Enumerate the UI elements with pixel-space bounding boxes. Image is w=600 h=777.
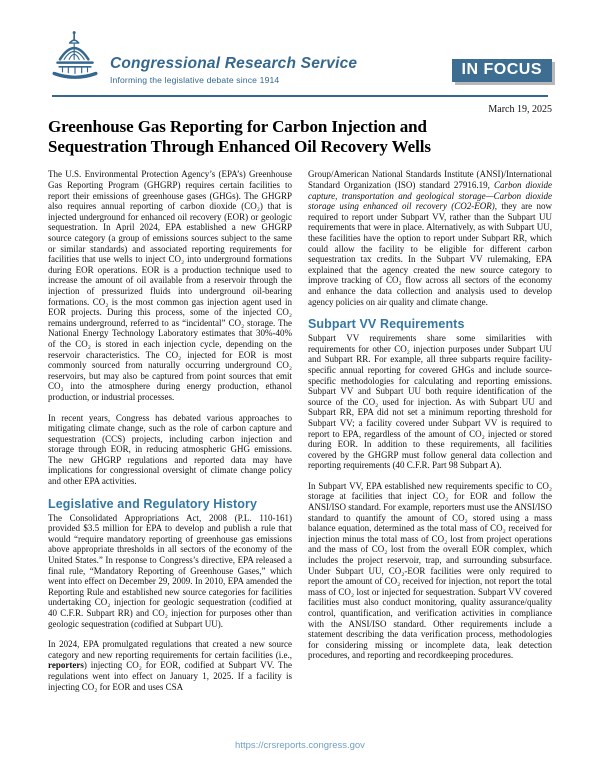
section-heading: Subpart VV Requirements: [308, 317, 465, 332]
body-paragraph: [48, 639, 292, 692]
body-columns: [48, 169, 552, 702]
body-paragraph: [48, 169, 292, 402]
bold-run: reporters: [48, 660, 84, 671]
org-tagline: Informing the legislative debate since 1914: [110, 75, 280, 85]
left-column: [48, 169, 292, 702]
publication-date: March 19, 2025: [488, 104, 552, 115]
document-footer: [0, 735, 600, 753]
text-run: , they are now required to report under Subpart VV, rather than the Subpart UU requirements that were in place. Alternatively, as with Subpart UU, these facilities have the option to report under Subpart RR, which could allow the facility to be eligible for different carbon sequestration tax credits. In the Subpart VV rulemaking, EPA explained that the agency created the new source category to improve tracking of CO₂ flow across all sectors of the economy and enhance the data collection and analysis used to develop agency policies on air quality and climate change.: [308, 201, 553, 307]
body-paragraph: [308, 333, 552, 471]
org-name: Congressional Research Service: [110, 54, 358, 72]
title-line-1: Greenhouse Gas Reporting for Carbon Injection and: [48, 117, 427, 136]
text-run: In 2024, EPA promulgated regulations that created a new source category and new reporting requirements for certain facilities (i.e.,: [48, 639, 292, 660]
document-header: [48, 30, 552, 97]
footer-url-link[interactable]: https://crsreports.congress.gov: [235, 740, 365, 751]
section-heading: Legislative and Regulatory History: [48, 496, 258, 511]
body-paragraph: [308, 169, 552, 307]
title-line-2: Sequestration Through Enhanced Oil Recovery Wells: [48, 136, 431, 156]
text-run: The Consolidated Appropriations Act, 2008 (P.L. 110-161) provided $3.5 million for EPA to develop and publish a rule that would “require mandatory reporting of greenhouse gas emissions above appropriate thresholds in all sectors of the economy of the United States.” In response to Congress’s directive, EPA released a final rule, “Mandatory Reporting of Greenhouse Gases,” which went into effect on December 29, 2009. In 2010, EPA amended the Reporting Rule and established new source categories for facilities undertaking CO₂ injection for geologic sequestration (codified at 40 C.F.R. Subpart RR) and CO₂ injection for purposes other than geologic sequestration (codified at Subpart UU).: [48, 512, 292, 629]
logo-row: [48, 30, 552, 88]
capitol-dome-icon: [50, 29, 100, 88]
italic-run: Carbon dioxide capture, transportation and geological storage—Carbon dioxide storage using enhanced oil recovery (CO2-EOR): [308, 180, 552, 212]
body-paragraph: [308, 481, 552, 661]
text-run: In recent years, Congress has debated various approaches to mitigating climate change, such as the role of carbon capture and sequestration (CCS) projects, including carbon injection and storage through EOR, in reducing atmospheric GHG emissions. The new GHGRP regulations and reported data may have implications for congressional oversight of climate change policy and other EPA activities.: [48, 412, 292, 487]
body-paragraph: [48, 513, 292, 630]
header-rule: [52, 95, 548, 97]
text-run: Group/American National Standards Institute (ANSI)/International Standard Organization (ISO) standard 27916.19,: [308, 169, 552, 191]
document-title: [48, 117, 552, 156]
text-run: The U.S. Environmental Protection Agency’s (EPA’s) Greenhouse Gas Reporting Program (GHGRP) requires certain facilities to report their emissions of greenhouse gases (GHGs). The GHGRP also requires annual reporting of carbon dioxide (CO₂) that is injected underground for enhanced oil recovery (EOR) or geologic sequestration. In April 2024, EPA established a new GHGRP source category (a group of emissions sources subject to the same or similar standards) and associated reporting requirements for facilities that use wells to inject CO₂ into underground formations during EOR operations. EOR is a production technique used to increase the amount of oil available from a reservoir through the injection of pressurized fluids into underground oil-bearing formations. CO₂ is the most common gas injection agent used in EOR projects. During this process, some of the injected CO₂ remains underground, referred to as “incidental” CO₂ storage. The National Energy Technology Laboratory estimates that 30%-40% of the CO₂ is stored in each injection cycle, depending on the reservoir characteristics. The CO₂ injected for EOR is most commonly sourced from naturally occurring underground CO₂ reservoirs, but may also be captured from point sources that emit CO₂ into the atmosphere during energy production, ethanol production, or industrial processes.: [48, 169, 292, 402]
text-run: ) injecting CO₂ for EOR, codified at Subpart VV. The regulations went into effect on January 1, 2025. If a facility is injecting CO₂ for EOR and uses CSA: [48, 660, 292, 692]
text-run: In Subpart VV, EPA established new requirements specific to CO₂ storage at facilities that inject CO₂ for EOR and follow the ANSI/ISO standard. For example, reporters must use the ANSI/ISO standard to quantify the amount of CO₂ stored using a mass balance equation, determined as the total mass of CO₂ received for injection minus the total mass of CO₂ lost from project operations and the mass of CO₂ lost from the overall EOR complex, which includes the project reservoir, trap, and surrounding subsurface. Under Subpart UU, CO₂-EOR facilities were only required to report the amount of CO₂ received for injection, not report the total mass of CO₂ lost or injected for sequestration. Subpart VV covered facilities must also conduct monitoring, quality assurance/quality control, quantification, and verification activities in compliance with the ANSI/ISO standard. Other requirements include a statement describing the data verification process, methodologies for considering missing or incomplete data, leak detection procedures, and reporting and recordkeeping procedures.: [308, 480, 552, 661]
text-run: Subpart VV requirements share some similarities with requirements for other CO₂ injection purposes under Subpart UU and Subpart RR. For example, all three subparts require facility-specific annual reporting for covered GHGs and include source-specific methodologies for calculating and reporting emissions. Subpart VV and Subpart UU both require identification of the source of the CO₂ used for injection. As with Subpart UU and Subpart RR, EPA did not set a minimum reporting threshold for Subpart VV; a facility covered under Subpart VV is required to report to EPA, regardless of the amount of CO₂ injected or stored during EOR. In addition to these requirements, all facilities covered by the GHGRP must follow general data collection and reporting requirements (40 C.F.R. Part 98 Subpart A).: [308, 333, 552, 471]
right-column: [308, 169, 552, 702]
logo-text: [110, 56, 357, 88]
in-focus-badge: IN FOCUS: [452, 59, 552, 82]
body-paragraph: [48, 413, 292, 487]
